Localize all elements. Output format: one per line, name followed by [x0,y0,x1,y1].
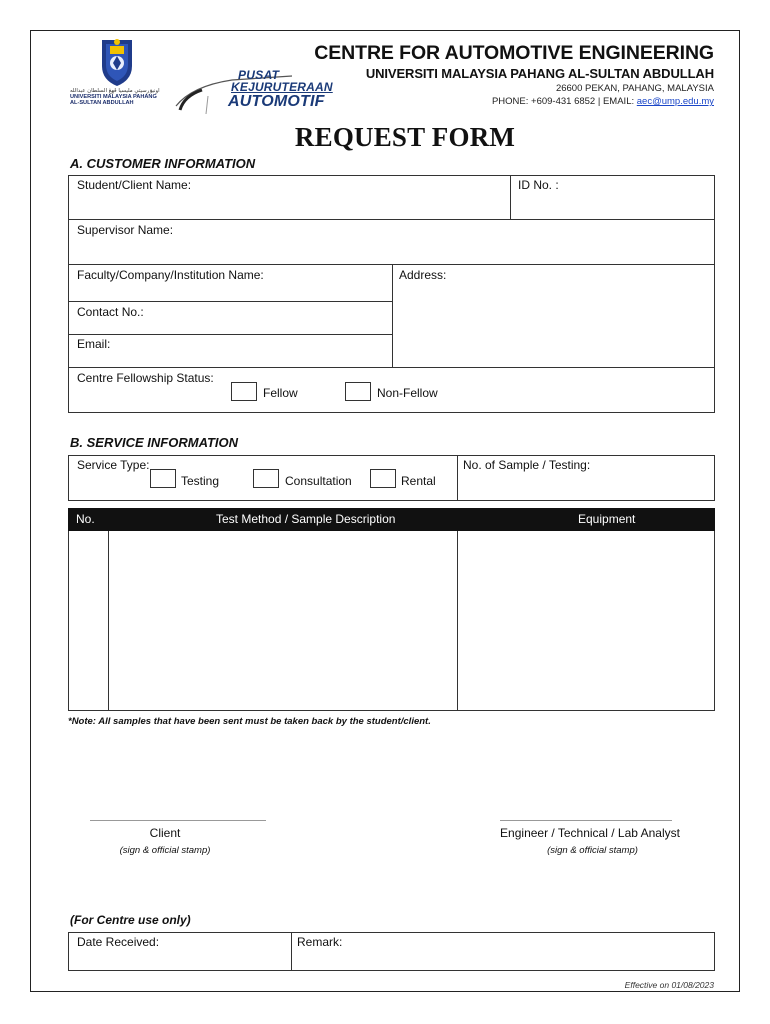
faculty-field[interactable]: Faculty/Company/Institution Name: [77,268,264,282]
aec-logo-line1: PUSAT [238,68,280,82]
university-name: UNIVERSITI MALAYSIA PAHANG AL-SULTAN ABDULLAH [365,66,714,81]
divider [457,455,458,501]
section-a-heading: A. CUSTOMER INFORMATION [70,156,256,171]
centre-use-box [68,932,715,971]
divider [68,301,392,302]
consultation-option-label: Consultation [285,474,352,488]
divider [510,175,511,219]
date-received-field[interactable]: Date Received: [77,935,160,949]
centre-title: CENTRE FOR AUTOMOTIVE ENGINEERING [314,42,714,64]
divider [68,334,392,335]
ump-name-line1: UNIVERSITI MALAYSIA PAHANG [70,94,157,101]
aec-logo-line2: KEJURUTERAAN [231,80,333,94]
service-type-label: Service Type: [77,458,150,472]
id-no-field[interactable]: ID No. : [518,178,559,192]
aec-logo-line3: AUTOMOTIF [228,93,325,110]
client-signature-label: Client [149,826,181,840]
divider [392,264,393,367]
client-signature-line[interactable] [90,820,266,821]
rental-option-label: Rental [401,474,436,488]
col-header-no: No. [76,512,95,526]
engineer-signature-label: Engineer / Technical / Lab Analyst [500,826,680,840]
sample-table-header [68,508,715,531]
col-header-equipment: Equipment [578,512,636,526]
fellowship-label: Centre Fellowship Status: [77,371,214,385]
divider [68,219,715,220]
ump-logo [70,36,180,120]
engineer-signature-note: (sign & official stamp) [547,845,638,856]
non-fellow-checkbox[interactable] [345,382,371,401]
consultation-checkbox[interactable] [253,469,279,488]
centre-address: 26600 PEKAN, PAHANG, MALAYSIA [555,83,714,94]
student-name-field[interactable]: Student/Client Name: [77,178,192,192]
address-field[interactable]: Address: [399,268,447,282]
samples-count-field[interactable]: No. of Sample / Testing: [463,458,591,472]
divider [68,367,715,368]
samples-note: *Note: All samples that have been sent must be taken back by the student/client. [68,716,431,727]
col-header-description: Test Method / Sample Description [216,512,396,526]
section-b-heading: B. SERVICE INFORMATION [70,435,239,450]
fellow-option-label: Fellow [263,386,298,400]
supervisor-name-field[interactable]: Supervisor Name: [77,223,174,237]
non-fellow-option-label: Non-Fellow [377,386,438,400]
sample-table-body[interactable] [68,531,715,711]
phone-text: PHONE: +609-431 6852 | EMAIL: [491,96,637,107]
divider [108,531,109,711]
contact-no-field[interactable]: Contact No.: [77,305,144,319]
client-signature-note: (sign & official stamp) [119,845,211,856]
email-field[interactable]: Email: [77,337,111,351]
remark-field[interactable]: Remark: [297,935,343,949]
email-link[interactable]: aec@ump.edu.my [636,96,714,107]
ump-jawi-text: اونيۏرسيتي مليسيا ڤهڠ السلطان عبدالله [70,88,160,94]
divider [457,531,458,711]
ump-logo-text [70,88,160,107]
centre-contact [492,96,714,107]
effective-date: Effective on 01/08/2023 [624,980,714,990]
ump-name-line2: AL-SULTAN ABDULLAH [70,100,134,107]
divider [291,932,292,971]
testing-option-label: Testing [181,474,220,488]
testing-checkbox[interactable] [150,469,176,488]
fellow-checkbox[interactable] [231,382,257,401]
rental-checkbox[interactable] [370,469,396,488]
engineer-signature-line[interactable] [500,820,672,821]
form-title: REQUEST FORM [294,122,516,152]
centre-use-heading: (For Centre use only) [70,913,191,927]
